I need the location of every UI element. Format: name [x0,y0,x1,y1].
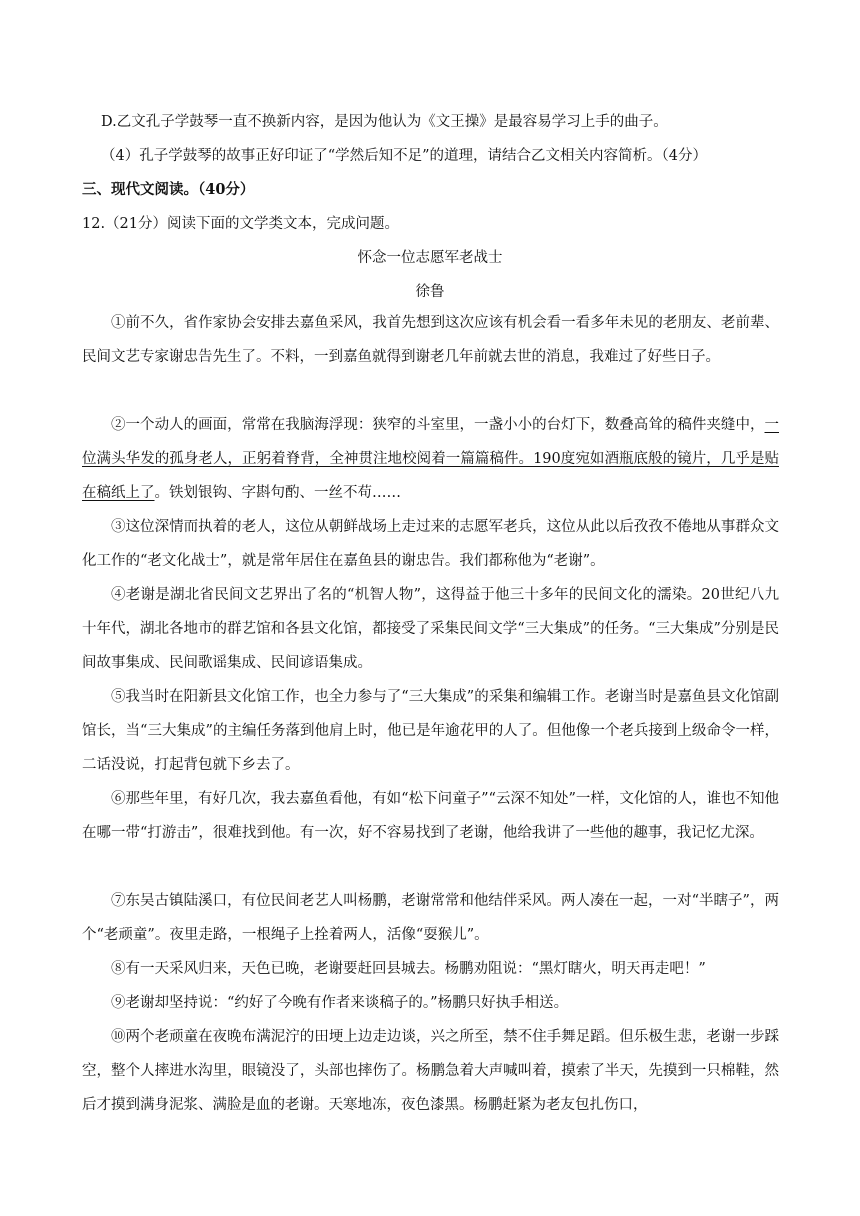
paragraph-2-tail: 。铁划银钩、字斟句酌、一丝不苟…… [154,485,401,501]
paragraph-6: ⑥那些年里，有好几次，我去嘉鱼看他，有如“松下问童子”“云深不知处”一样，文化馆的人，谁也不知他在哪一带“打游击”，很难找到他。有一次，好不容易找到了老谢，他给我讲了一些他的趣事，我记忆尤深。 [82,791,779,841]
question-12: 12.（21分）阅读下面的文学类文本，完成问题。 [82,216,400,232]
paragraph-8: ⑧有一天采风归来，天色已晚，老谢要赶回县城去。杨鹏劝阻说：“黑灯瞎火，明天再走吧！” [111,961,706,977]
paragraph-9: ⑨老谢却坚持说：“约好了今晚有作者来谈稿子的。”杨鹏只好执手相送。 [111,995,569,1011]
paragraph-10: ⑩两个老顽童在夜晚布满泥泞的田埂上边走边谈，兴之所至，禁不住手舞足蹈。但乐极生悲，老谢一步踩空，整个人摔进水沟里，眼镜没了，头部也摔伤了。杨鹏急着大声喊叫着，摸索了半天，先摸到一只棉鞋，然后才摸到满身泥浆、满脸是血的老谢。天寒地冻，夜色漆黑。杨鹏赶紧为老友包扎伤口， [82,1029,779,1113]
section-heading: 三、现代文阅读。（40分） [82,181,255,198]
paragraph-1: ①前不久，省作家协会安排去嘉鱼采风，我首先想到这次应该有机会看一看多年未见的老朋友、老前辈、民间文艺专家谢忠告先生了。不料，一到嘉鱼就得到谢老几年前就去世的消息，我难过了好些日子。 [82,315,779,365]
paragraph-2-lead: ②一个动人的画面，常常在我脑海浮现：狭窄的斗室里，一盏小小的台灯下，数叠高耸的稿件夹缝中， [111,417,765,433]
paragraph-3: ③这位深情而执着的老人，这位从朝鲜战场上走过来的志愿军老兵，这位从此以后孜孜不倦地从事群众文化工作的“老文化战士”，就是常年居住在嘉鱼县的谢忠告。我们都称他为“老谢”。 [82,519,779,569]
paragraph-2 [82,408,779,510]
paragraph-2-underlined: 一位满头华发的孤身老人，正躬着脊背，全神贯注地校阅着一篇篇稿件。190度宛如酒瓶底般的镜片，几乎是贴在稿纸上了 [82,417,779,501]
article-author: 徐鲁 [415,284,445,300]
article-title: 怀念一位志愿军老战士 [357,250,503,266]
paragraph-4: ④老谢是湖北省民间文艺界出了名的“机智人物”，这得益于他三十多年的民间文化的濡染。20世纪八九十年代，湖北各地市的群艺馆和各县文化馆，都接受了采集民间文学“三大集成”的任务。“三大集成”分别是民间故事集成、民间歌谣集成、民间谚语集成。 [82,587,779,671]
paragraph-7: ⑦东吴古镇陆溪口，有位民间老艺人叫杨鹏，老谢常常和他结伴采风。两人凑在一起，一对“半瞎子”，两个“老顽童”。夜里走路，一根绳子上拴着两人，活像“耍猴儿”。 [82,893,779,943]
question-4: （4）孔子学鼓琴的故事正好印证了“学然后知不足”的道理，请结合乙文相关内容简析。（4分） [101,148,708,164]
option-d: D.乙文孔子学鼓琴一直不换新内容，是因为他认为《文王操》是最容易学习上手的曲子。 [101,114,668,130]
paragraph-5: ⑤我当时在阳新县文化馆工作，也全力参与了“三大集成”的采集和编辑工作。老谢当时是嘉鱼县文化馆副馆长，当“三大集成”的主编任务落到他肩上时，他已是年逾花甲的人了。但他像一个老兵接到上级命令一样，二话没说，打起背包就下乡去了。 [82,689,779,773]
